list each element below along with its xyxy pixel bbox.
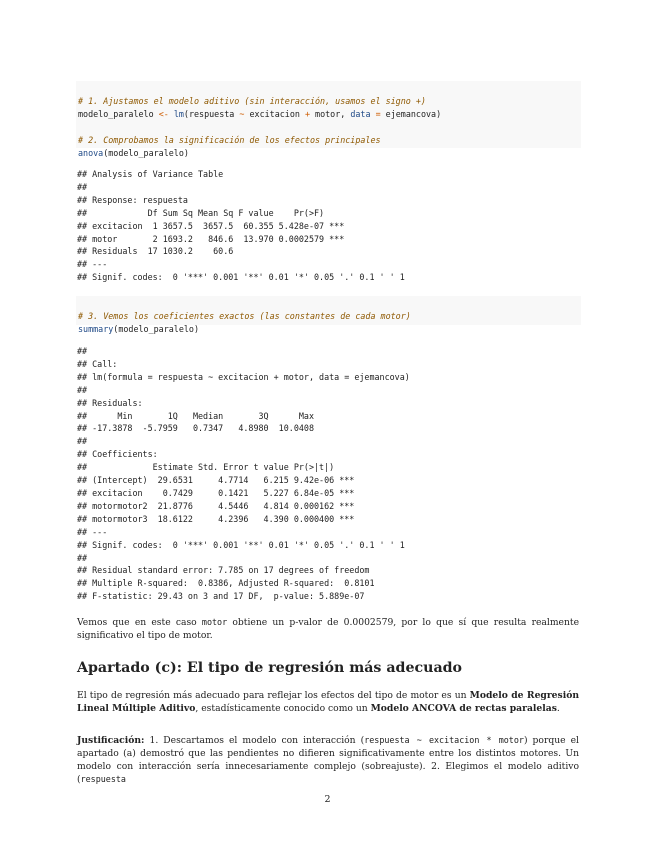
inline-code: respuesta [80, 774, 126, 785]
summary-output: ## ## Call: ## lm(formula = respuesta ~ excitacion + motor, data = ejemancova) ## ## Residuals: ## Min 1Q Median 3Q Max ## -17.3878 -5.7959 0.7347 4.8980 10.0408 ## ## Coefficients: ## Estimate Std. Error t value Pr(>|t|) ## (Intercept) 29.6531 4.7714 6.215 9.42e-06 *** ## excitacion 0.7429 0.1421 5.227 6.84e-05 *** ## motormotor2 21.8776 4.5446 4.814 0.000162 *** ## motormotor3 18.6122 4.2396 4.390 0.000400 *** ## --- ## Signif. codes: 0 '***' 0.001 '**' 0.01 '*' 0.05 '.' 0.1 ' ' 1 ## ## Residual standard error: 7.785 on 17 degrees of freedom ## Multiple R-squared: 0.8386, Adjusted R-squared: 0.8101 ## F-statistic: 29.43 on 3 and 17 DF, p-value: 5.889e-07 [77, 346, 410, 602]
paragraph-model-type: El tipo de regresión más adecuado para reflejar los efectos del tipo de motor es un Modelo de Regresión Lineal Múltiple Aditivo, estadísticamente conocido como un Modelo ANCOVA de rectas paralelas. [77, 690, 579, 714]
code-line: modelo_paralelo <- lm(respuesta ~ excitacion + motor, data = ejemancova) [78, 108, 442, 119]
code-comment: # 1. Ajustamos el modelo aditivo (sin interacción, usamos el signo +) [78, 95, 426, 106]
inline-code: respuesta ~ excitacion * motor [364, 735, 524, 745]
section-heading: Apartado (c): El tipo de regresión más adecuado [77, 660, 463, 676]
code-line: anova(modelo_paralelo) [78, 147, 189, 158]
paragraph-justification: Justificación: 1. Descartamos el modelo con interacción (respuesta ~ excitacion * motor) porque el apartado (a) demostró que las pendientes no difieren significativamente entre los distintos motores. Un modelo con interacción sería innecesariamente complejo (sobreajuste). 2. Elegimos el modelo aditivo (respuesta [77, 735, 579, 786]
paragraph-motor-significance: Vemos que en este caso motor obtiene un p-valor de 0.0002579, por lo que sí que resulta realmente significativo el tipo de motor. [77, 617, 580, 641]
code-line: summary(modelo_paralelo) [78, 323, 200, 334]
code-comment: # 3. Vemos los coeficientes exactos (las constantes de cada motor) [78, 310, 411, 321]
code-block-1 [76, 81, 581, 158]
anova-output: ## Analysis of Variance Table ## ## Response: respuesta ## Df Sum Sq Mean Sq F value Pr(>F) ## excitacion 1 3657.5 3657.5 60.355 5.428e-07 *** ## motor 2 1693.2 846.6 13.970 0.0002579 *** ## Residuals 17 1030.2 60.6 ## --- ## Signif. codes: 0 '***' 0.001 '**' 0.01 '*' 0.05 '.' 0.1 ' ' 1 [77, 169, 405, 283]
page-number: 2 [324, 794, 331, 805]
inline-code: motor [201, 617, 228, 627]
code-comment: # 2. Comprobamos la significación de los efectos principales [78, 134, 381, 145]
code-block-2 [76, 296, 581, 334]
